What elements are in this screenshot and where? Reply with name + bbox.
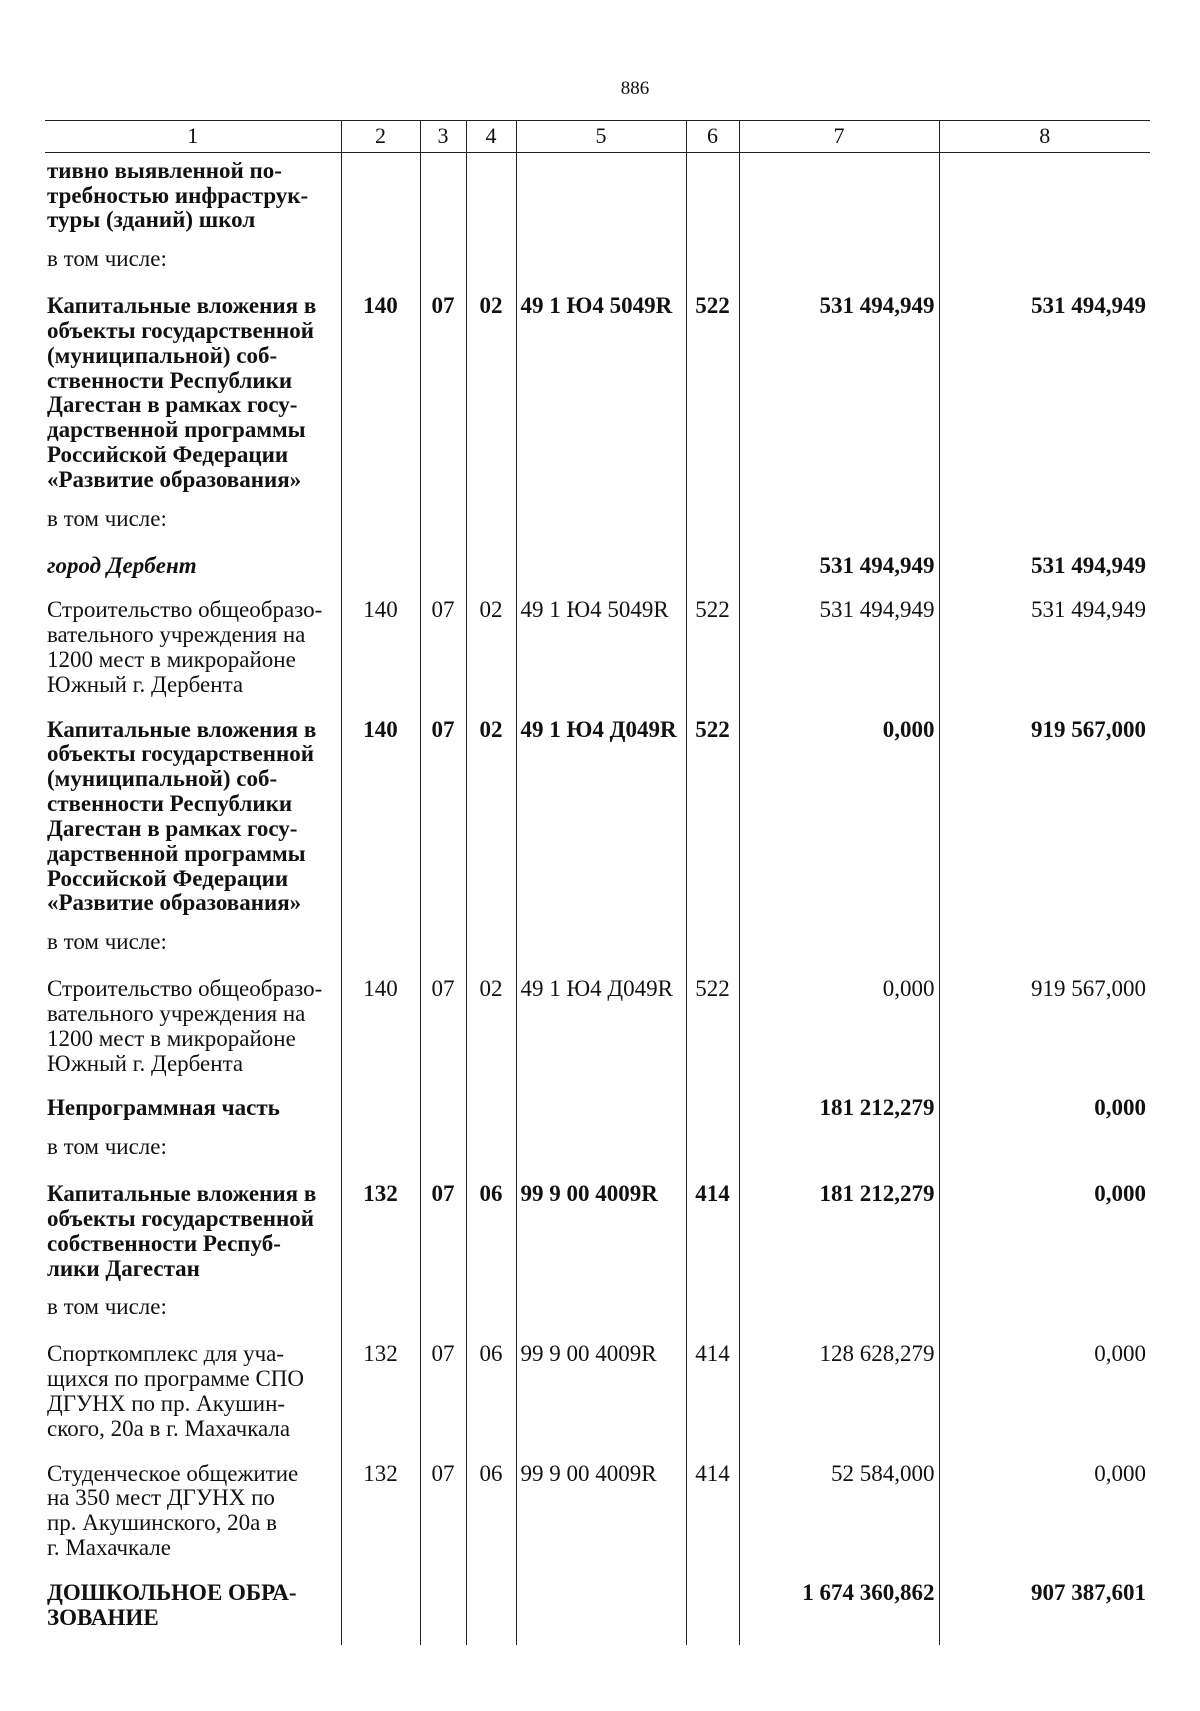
- cell-amount-7: [739, 152, 939, 247]
- cell-code-3: 07: [420, 592, 466, 711]
- column-header: 7: [739, 121, 939, 153]
- table-row: [45, 592, 1150, 711]
- cell-code-6: [686, 1575, 739, 1645]
- cell-code-5: 49 1 Ю4 Д049R: [516, 712, 686, 931]
- cell-code-3: 07: [420, 1456, 466, 1575]
- cell-code-4: [466, 1135, 516, 1176]
- cell-amount-7: [739, 1295, 939, 1336]
- table-row: [45, 930, 1150, 971]
- cell-code-2: 140: [341, 712, 420, 931]
- cell-code-5: 99 9 00 4009R: [516, 1336, 686, 1455]
- cell-amount-7: 52 584,000: [739, 1456, 939, 1575]
- cell-code-3: [420, 1090, 466, 1135]
- cell-code-4: [466, 1295, 516, 1336]
- cell-code-2: [341, 930, 420, 971]
- cell-code-5: [516, 247, 686, 288]
- table-row: [45, 1176, 1150, 1295]
- cell-code-3: [420, 1135, 466, 1176]
- cell-code-4: [466, 548, 516, 593]
- row-name: Непрограммная часть: [47, 1095, 280, 1121]
- cell-amount-7: [739, 507, 939, 548]
- cell-code-6: 522: [686, 712, 739, 931]
- cell-amount-8: 919 567,000: [939, 712, 1150, 931]
- cell-code-3: 07: [420, 1176, 466, 1295]
- cell-code-4: [466, 1090, 516, 1135]
- cell-amount-8: 0,000: [939, 1336, 1150, 1455]
- cell-code-5: [516, 930, 686, 971]
- cell-code-6: [686, 1295, 739, 1336]
- cell-code-2: [341, 548, 420, 593]
- cell-amount-8: 0,000: [939, 1176, 1150, 1295]
- cell-code-5: 49 1 Ю4 Д049R: [516, 971, 686, 1090]
- cell-amount-8: [939, 1295, 1150, 1336]
- cell-code-6: 522: [686, 971, 739, 1090]
- column-header: 3: [420, 121, 466, 153]
- cell-amount-7: 0,000: [739, 712, 939, 931]
- cell-amount-7: [739, 247, 939, 288]
- cell-code-3: 07: [420, 971, 466, 1090]
- row-name: ДОШКОЛЬНОЕ ОБРА- ЗОВАНИЕ: [47, 1579, 297, 1630]
- cell-code-4: 02: [466, 971, 516, 1090]
- table-row: [45, 1456, 1150, 1575]
- row-name: в том числе:: [47, 929, 167, 955]
- table-row: [45, 1336, 1150, 1455]
- row-name: Студенческое общежитие на 350 мест ДГУНХ по пр. Акушинского, 20а в г. Махачкале: [47, 1460, 299, 1561]
- cell-code-2: [341, 247, 420, 288]
- table-row: [45, 247, 1150, 288]
- cell-code-4: 02: [466, 712, 516, 931]
- row-name: город Дербент: [47, 552, 197, 578]
- cell-code-3: [420, 1575, 466, 1645]
- column-number-header: [45, 121, 1150, 153]
- cell-code-2: 132: [341, 1456, 420, 1575]
- cell-amount-8: 531 494,949: [939, 592, 1150, 711]
- cell-code-3: 07: [420, 1336, 466, 1455]
- cell-code-4: [466, 1575, 516, 1645]
- column-header: 2: [341, 121, 420, 153]
- column-header: 5: [516, 121, 686, 153]
- cell-amount-7: 181 212,279: [739, 1090, 939, 1135]
- budget-sheet: [45, 120, 1150, 1645]
- cell-code-4: [466, 152, 516, 247]
- cell-code-5: [516, 1295, 686, 1336]
- cell-code-6: 414: [686, 1176, 739, 1295]
- table-row: [45, 712, 1150, 931]
- cell-code-5: 99 9 00 4009R: [516, 1456, 686, 1575]
- cell-code-6: [686, 1090, 739, 1135]
- cell-amount-7: 128 628,279: [739, 1336, 939, 1455]
- cell-code-4: 06: [466, 1456, 516, 1575]
- cell-amount-7: 181 212,279: [739, 1176, 939, 1295]
- cell-code-5: 99 9 00 4009R: [516, 1176, 686, 1295]
- cell-code-3: 07: [420, 288, 466, 507]
- table-row: [45, 152, 1150, 247]
- row-name: Капитальные вложения в объекты государственной собственности Респуб- лики Дагестан: [47, 1181, 317, 1281]
- column-header: 8: [939, 121, 1150, 153]
- cell-code-6: [686, 1135, 739, 1176]
- cell-code-4: [466, 507, 516, 548]
- row-name: Строительство общеобразо- вательного учреждения на 1200 мест в микрорайоне Южный г. Дербента: [47, 976, 323, 1076]
- row-name: в том числе:: [47, 1294, 167, 1320]
- row-name: в том числе:: [47, 505, 167, 531]
- cell-amount-8: 531 494,949: [939, 288, 1150, 507]
- cell-code-5: [516, 1575, 686, 1645]
- cell-code-5: 49 1 Ю4 5049R: [516, 592, 686, 711]
- cell-code-2: 132: [341, 1336, 420, 1455]
- cell-code-6: 522: [686, 592, 739, 711]
- row-name: тивно выявленной по- требностью инфраструк- туры (зданий) школ: [47, 157, 309, 233]
- column-header: 6: [686, 121, 739, 153]
- cell-amount-8: 0,000: [939, 1090, 1150, 1135]
- cell-code-6: [686, 548, 739, 593]
- table-row: [45, 1135, 1150, 1176]
- cell-code-5: [516, 1090, 686, 1135]
- cell-code-3: [420, 247, 466, 288]
- row-name: Капитальные вложения в объекты государственной (муниципальной) соб- ственности Республики Дагестан в рамках госу- дарственной программы Российской Федерации «Развитие образования»: [47, 716, 317, 916]
- page-number: 886: [620, 78, 650, 99]
- row-name: в том числе:: [47, 246, 167, 272]
- cell-code-5: [516, 548, 686, 593]
- cell-code-2: 132: [341, 1176, 420, 1295]
- cell-code-5: [516, 152, 686, 247]
- cell-amount-8: [939, 507, 1150, 548]
- cell-amount-7: 1 674 360,862: [739, 1575, 939, 1645]
- cell-amount-7: 0,000: [739, 971, 939, 1090]
- cell-code-2: [341, 152, 420, 247]
- cell-code-2: [341, 1575, 420, 1645]
- row-name: Строительство общеобразо- вательного учреждения на 1200 мест в микрорайоне Южный г. Дербента: [47, 597, 323, 697]
- cell-amount-7: 531 494,949: [739, 592, 939, 711]
- cell-code-6: 414: [686, 1456, 739, 1575]
- cell-amount-8: [939, 247, 1150, 288]
- cell-code-6: [686, 247, 739, 288]
- cell-code-6: [686, 930, 739, 971]
- cell-code-2: [341, 1090, 420, 1135]
- table-row: [45, 507, 1150, 548]
- cell-code-5: 49 1 Ю4 5049R: [516, 288, 686, 507]
- row-name: Капитальные вложения в объекты государственной (муниципальной) соб- ственности Республики Дагестан в рамках госу- дарственной программы Российской Федерации «Развитие образования»: [47, 293, 317, 492]
- cell-code-6: [686, 152, 739, 247]
- cell-code-4: [466, 930, 516, 971]
- cell-code-3: [420, 548, 466, 593]
- cell-code-5: [516, 507, 686, 548]
- cell-amount-8: [939, 930, 1150, 971]
- table-row: [45, 1295, 1150, 1336]
- cell-code-5: [516, 1135, 686, 1176]
- cell-code-6: [686, 507, 739, 548]
- cell-amount-7: 531 494,949: [739, 548, 939, 593]
- cell-code-4: 06: [466, 1176, 516, 1295]
- cell-code-4: 06: [466, 1336, 516, 1455]
- budget-table: [45, 120, 1150, 1645]
- table-row: [45, 548, 1150, 593]
- cell-amount-8: [939, 152, 1150, 247]
- row-name: Спорткомплекс для уча- щихся по программе СПО ДГУНХ по пр. Акушин- ского, 20а в г. Махачкала: [47, 1341, 305, 1441]
- cell-code-4: [466, 247, 516, 288]
- cell-amount-8: 531 494,949: [939, 548, 1150, 593]
- cell-amount-8: 907 387,601: [939, 1575, 1150, 1645]
- row-name: в том числе:: [47, 1134, 167, 1160]
- cell-code-3: [420, 507, 466, 548]
- column-header: 4: [466, 121, 516, 153]
- table-row: [45, 288, 1150, 507]
- column-header: 1: [45, 121, 341, 153]
- cell-amount-8: 0,000: [939, 1456, 1150, 1575]
- cell-code-4: 02: [466, 592, 516, 711]
- cell-code-4: 02: [466, 288, 516, 507]
- cell-code-3: [420, 1295, 466, 1336]
- cell-code-6: 522: [686, 288, 739, 507]
- cell-code-2: 140: [341, 288, 420, 507]
- cell-code-2: [341, 1295, 420, 1336]
- cell-code-3: [420, 930, 466, 971]
- cell-code-2: 140: [341, 971, 420, 1090]
- cell-code-2: [341, 1135, 420, 1176]
- cell-amount-7: 531 494,949: [739, 288, 939, 507]
- cell-amount-7: [739, 930, 939, 971]
- cell-code-2: [341, 507, 420, 548]
- table-row: [45, 971, 1150, 1090]
- cell-code-3: 07: [420, 712, 466, 931]
- cell-amount-7: [739, 1135, 939, 1176]
- cell-code-3: [420, 152, 466, 247]
- cell-amount-8: 919 567,000: [939, 971, 1150, 1090]
- cell-amount-8: [939, 1135, 1150, 1176]
- cell-code-6: 414: [686, 1336, 739, 1455]
- table-row: [45, 1090, 1150, 1135]
- cell-code-2: 140: [341, 592, 420, 711]
- table-row: [45, 1575, 1150, 1645]
